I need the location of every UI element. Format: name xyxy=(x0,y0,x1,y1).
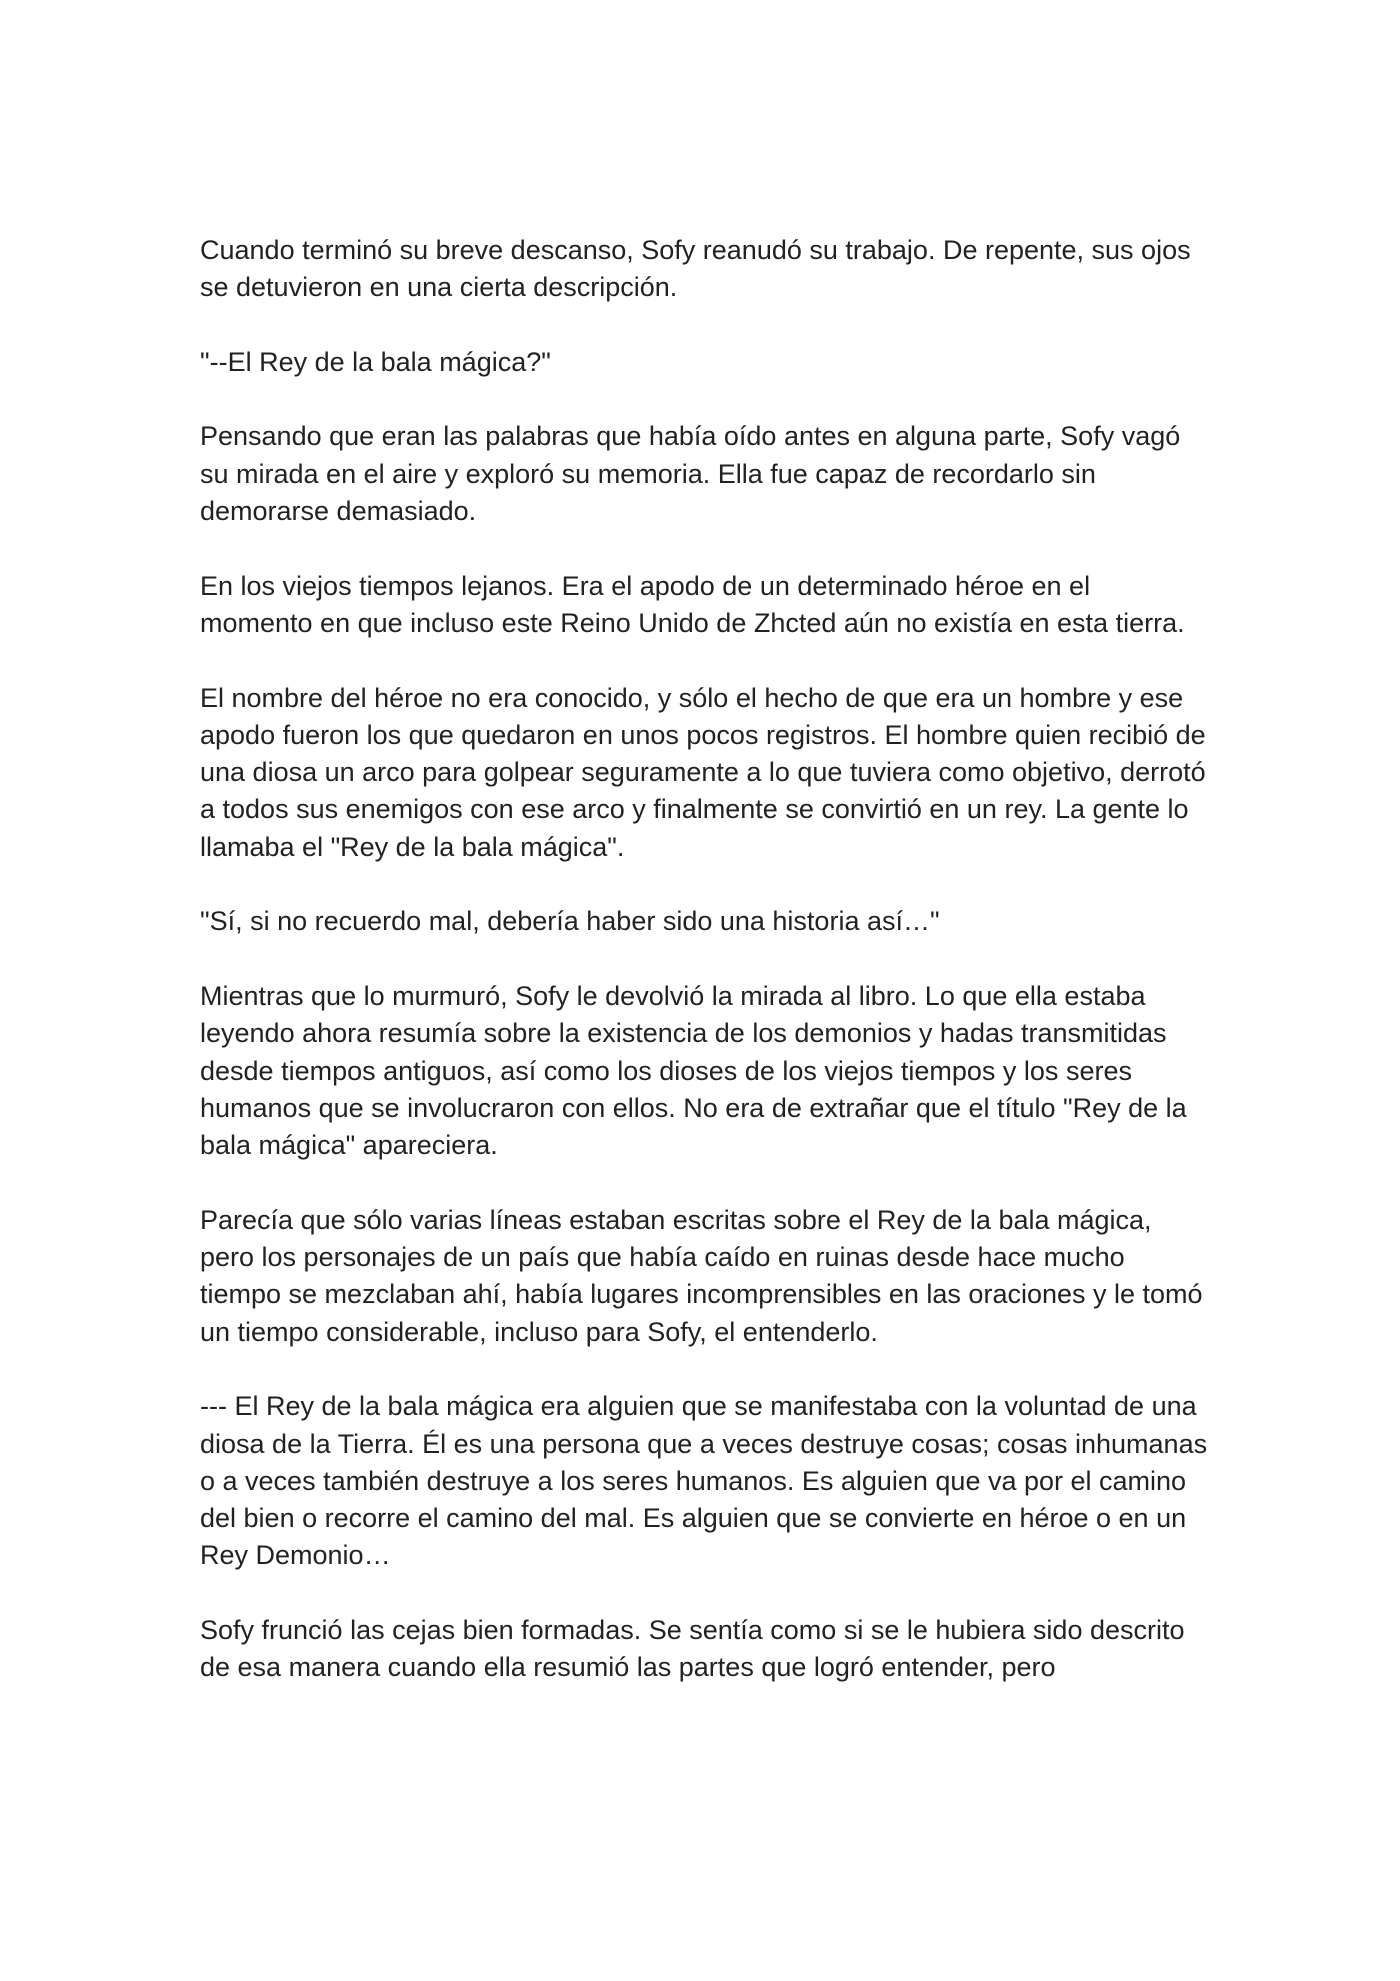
document-page xyxy=(200,232,1210,1687)
paragraph: "--El Rey de la bala mágica?" xyxy=(200,346,551,377)
paragraph: Sofy frunció las cejas bien formadas. Se sentía como si se le hubiera sido descrito de esa manera cuando ella resumió las partes que logró entender, pero xyxy=(200,1614,1185,1683)
paragraph: Cuando terminó su breve descanso, Sofy reanudó su trabajo. De repente, sus ojos se detuvieron en una cierta descripción. xyxy=(200,235,1191,303)
paragraph: El nombre del héroe no era conocido, y sólo el hecho de que era un hombre y ese apodo fueron los que quedaron en unos pocos registros. El hombre quien recibió de una diosa un arco para golpear seguramente a lo que tuviera como objetivo, derrotó a todos sus enemigos con ese arco y finalmente se convirtió en un rey. La gente lo llamaba el "Rey de la bala mágica". xyxy=(200,682,1206,862)
paragraph: Mientras que lo murmuró, Sofy le devolvió la mirada al libro. Lo que ella estaba leyendo ahora resumía sobre la existencia de los demonios y hadas transmitidas desde tiempos antiguos, así como los dioses de los viejos tiempos y los seres humanos que se involucraron con ellos. No era de extrañar que el título "Rey de la bala mágica" apareciera. xyxy=(200,980,1187,1161)
paragraph: En los viejos tiempos lejanos. Era el apodo de un determinado héroe en el momento en que incluso este Reino Unido de Zhcted aún no existía en esta tierra. xyxy=(200,570,1185,638)
paragraph: "Sí, si no recuerdo mal, debería haber sido una historia así…" xyxy=(200,906,940,937)
paragraph: Parecía que sólo varias líneas estaban escritas sobre el Rey de la bala mágica, pero los personajes de un país que había caído en ruinas desde hace mucho tiempo se mezclaban ahí, había lugares incomprensibles en las oraciones y le tomó un tiempo considerable, incluso para Sofy, el entenderlo. xyxy=(200,1204,1203,1347)
paragraph: Pensando que eran las palabras que había oído antes en alguna parte, Sofy vagó su mirada en el aire y exploró su memoria. Ella fue capaz de recordarlo sin demorarse demasiado. xyxy=(200,421,1181,527)
paragraph: --- El Rey de la bala mágica era alguien que se manifestaba con la voluntad de una diosa de la Tierra. Él es una persona que a veces destruye cosas; cosas inhumanas o a veces también destruye a los seres humanos. Es alguien que va por el camino del bien o recorre el camino del mal. Es alguien que se convierte en héroe o en un Rey Demonio… xyxy=(200,1391,1208,1571)
